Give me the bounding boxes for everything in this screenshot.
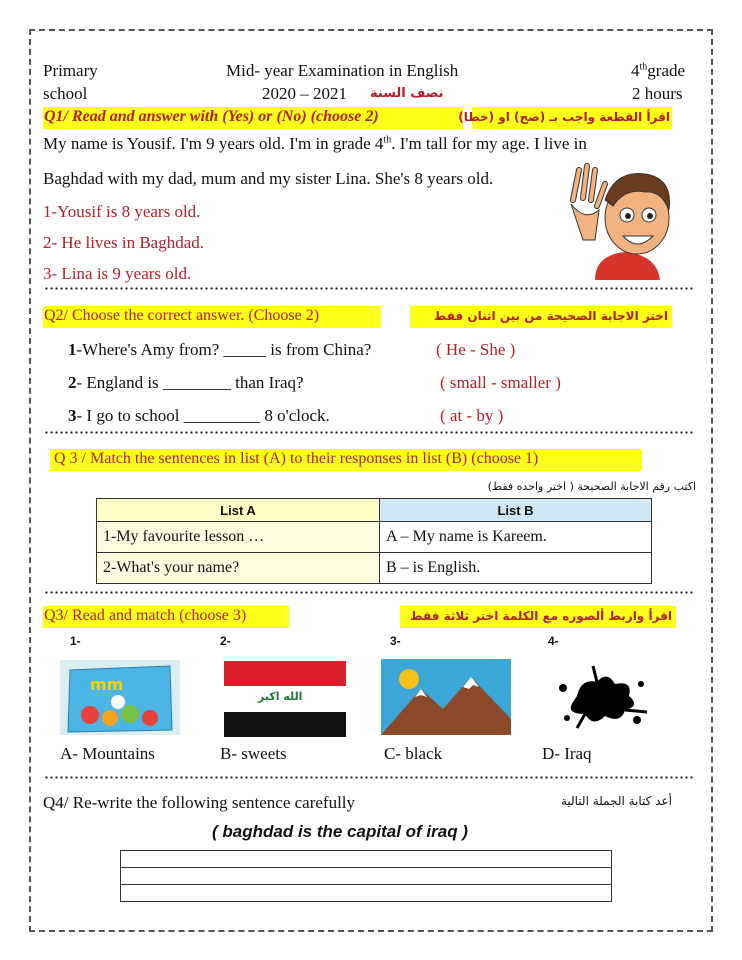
flag-takbir-text: الله اكبر bbox=[258, 690, 303, 703]
q2-item-1-options: ( He - She ) bbox=[436, 340, 516, 359]
picture-number-1: 1- bbox=[70, 634, 81, 648]
exam-year: 2020 – 2021 bbox=[262, 84, 347, 103]
q1-title-ar: اقرأ القطعة واجب بـ (صح) او (خطا) bbox=[458, 110, 670, 124]
q4-sentence: ( baghdad is the capital of iraq ) bbox=[212, 822, 468, 841]
q2-item-2: 2- England is ________ than Iraq? bbox=[68, 373, 304, 392]
q3-title: Q 3 / Match the sentences in list (A) to their responses in list (B) (choose 1) bbox=[54, 450, 539, 467]
q1-item-2: 2- He lives in Baghdad. bbox=[43, 233, 204, 252]
q2-title: Q2/ Choose the correct answer. (Choose 2) bbox=[44, 307, 320, 324]
table-row bbox=[97, 522, 652, 553]
q3-instruction-ar: اكتب رقم الاجابة الصحيحة ( اختر واحده فقط) bbox=[487, 480, 696, 493]
table-row bbox=[97, 553, 652, 584]
q1-item-1: 1-Yousif is 8 years old. bbox=[43, 202, 201, 221]
answer-line[interactable] bbox=[121, 851, 611, 868]
picture-number-2: 2- bbox=[220, 634, 231, 648]
q2-item-3: 3- I go to school _________ 8 o'clock. bbox=[68, 406, 330, 425]
grade: 4thgrade bbox=[631, 61, 686, 80]
answer-line[interactable] bbox=[121, 885, 611, 901]
q1-item-3: 3- Lina is 9 years old. bbox=[43, 264, 192, 283]
list-b-item-b: B – is English. bbox=[380, 553, 652, 584]
answer-line[interactable] bbox=[121, 868, 611, 885]
waving-boy-image bbox=[565, 160, 685, 280]
q4-title: Q4/ Re-write the following sentence carefully bbox=[43, 793, 356, 812]
q1-passage-line1: My name is Yousif. I'm 9 years old. I'm in grade 4th. I'm tall for my age. I live in bbox=[43, 134, 587, 153]
word-a: A- Mountains bbox=[60, 744, 155, 763]
word-c: C- black bbox=[384, 744, 443, 763]
exam-title: Mid- year Examination in English bbox=[226, 61, 459, 80]
list-a-item-2: 2-What's your name? bbox=[97, 553, 380, 584]
q2-item-2-options: ( small - smaller ) bbox=[440, 373, 561, 392]
q2-item-1: 1-Where's Amy from? _____ is from China? bbox=[68, 340, 372, 359]
svg-text:mm: mm bbox=[90, 675, 124, 694]
answer-lines[interactable] bbox=[120, 850, 612, 902]
list-a-item-1: 1-My favourite lesson … bbox=[97, 522, 380, 553]
q1-title: Q1/ Read and answer with (Yes) or (No) (choose 2) bbox=[44, 108, 379, 125]
picture-number-3: 3- bbox=[390, 634, 401, 648]
word-b: B- sweets bbox=[220, 744, 287, 763]
black-splat-image bbox=[537, 658, 665, 734]
picture-number-4: 4- bbox=[548, 634, 559, 648]
divider bbox=[44, 776, 694, 779]
exam-year-ar: نصف السنة bbox=[370, 86, 444, 101]
sweets-image bbox=[60, 660, 180, 735]
school-line1: Primary bbox=[43, 61, 98, 80]
divider bbox=[44, 591, 694, 594]
list-b-header: List B bbox=[380, 499, 652, 522]
q2-title-ar: اختر الاجابة الصحيحة من بين اثنان فقط bbox=[433, 309, 668, 323]
q3b-title: Q3/ Read and match (choose 3) bbox=[44, 607, 247, 624]
mountains-image bbox=[381, 659, 511, 735]
list-a-header: List A bbox=[97, 499, 380, 522]
word-d: D- Iraq bbox=[542, 744, 592, 763]
q4-title-ar: أعد كتابة الجملة التالية bbox=[560, 794, 672, 808]
duration: 2 hours bbox=[632, 84, 683, 103]
q3b-title-ar: اقرأ واربط ألصوره مع الكلمة اختر ثلاثة فقط bbox=[410, 609, 672, 623]
school-line2: school bbox=[43, 84, 88, 103]
q2-item-3-options: ( at - by ) bbox=[440, 406, 504, 425]
divider bbox=[44, 431, 694, 434]
q1-passage-line2: Baghdad with my dad, mum and my sister Lina. She's 8 years old. bbox=[43, 169, 494, 188]
divider bbox=[44, 287, 694, 290]
match-table bbox=[96, 498, 652, 584]
list-b-item-a: A – My name is Kareem. bbox=[380, 522, 652, 553]
